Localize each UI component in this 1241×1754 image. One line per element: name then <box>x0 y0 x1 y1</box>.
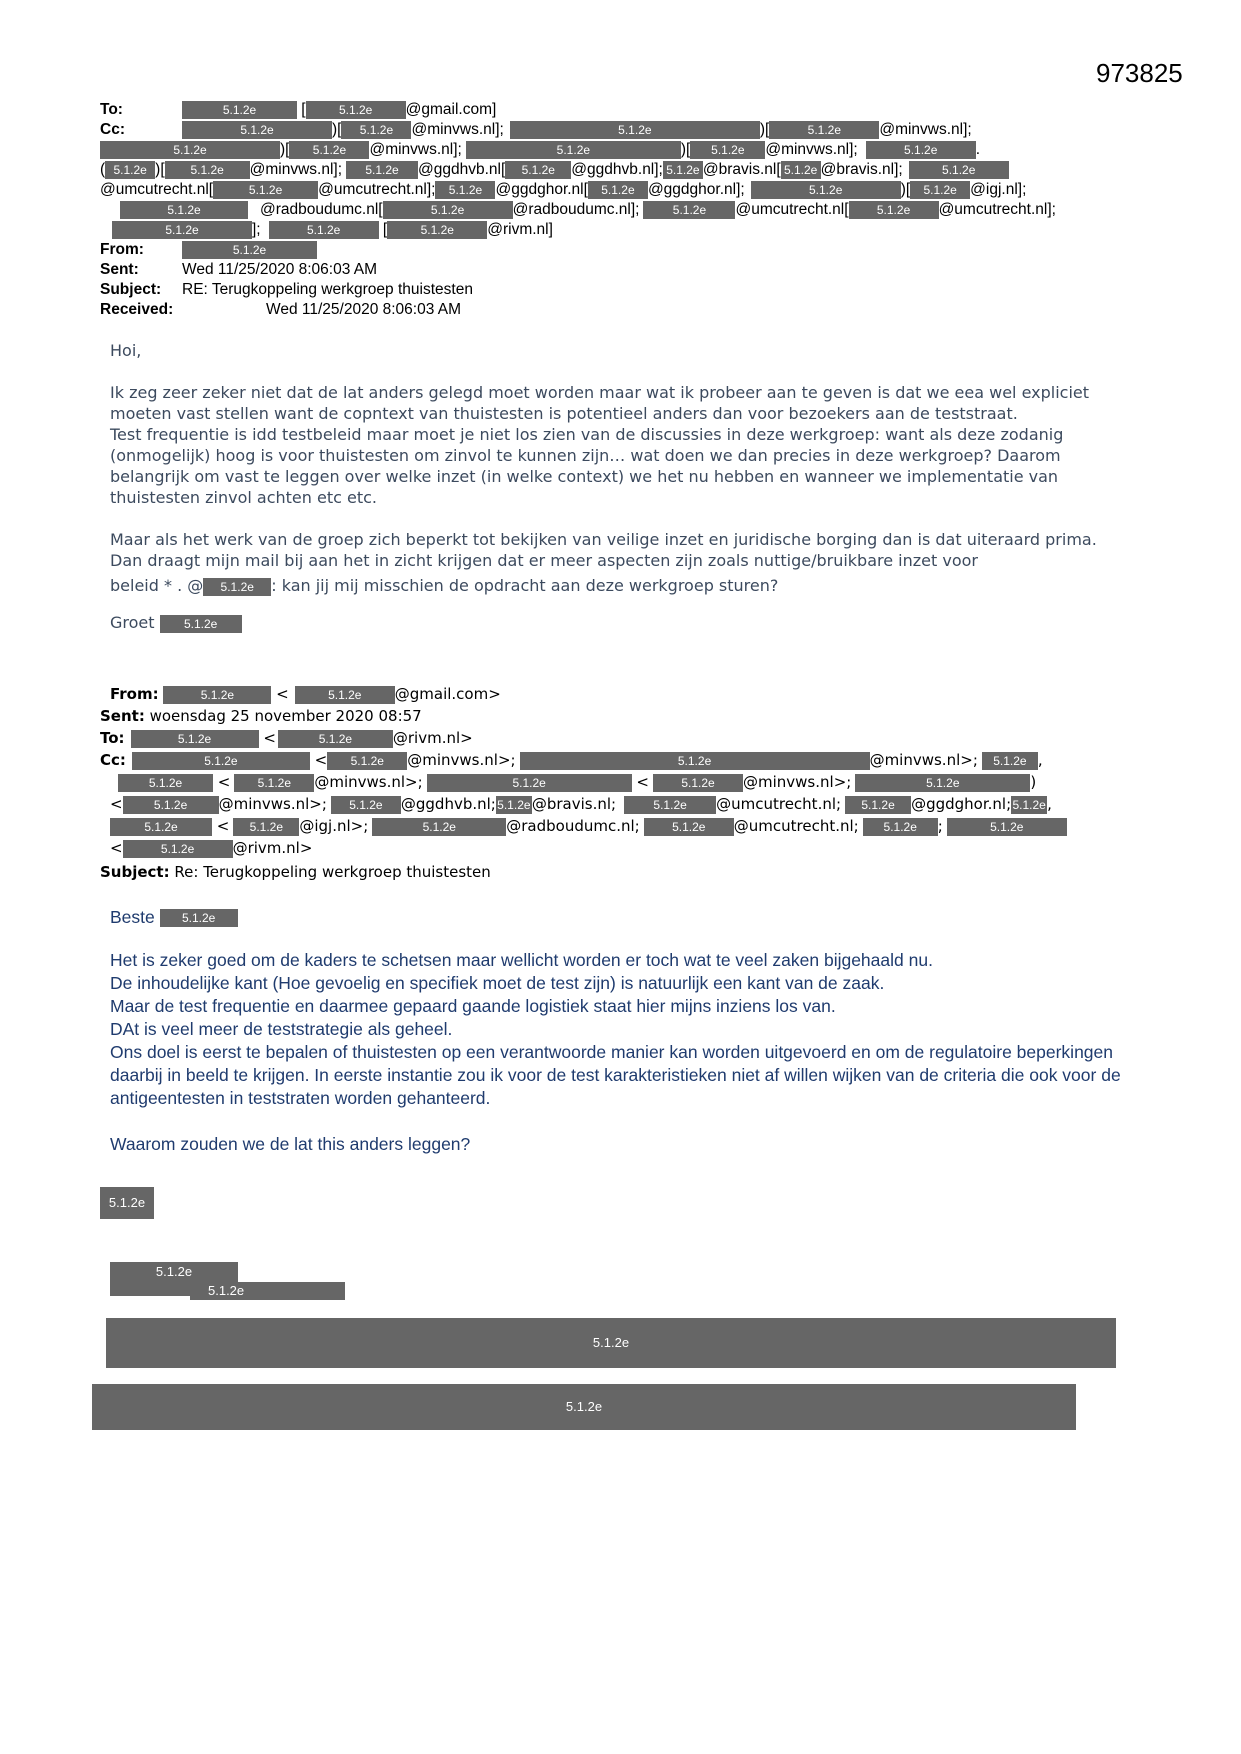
header1-cc-line-4: @umcutrecht.nl[ 5.1.2e @umcutrecht.nl]; 5.1.2e @ggdghor.nl[ 5.1.2e @ggdghor.nl]; 5.1.2e )[ 5.1.2e @igj.nl]; <box>100 181 1027 198</box>
redaction-box: 5.1.2e <box>435 181 495 199</box>
redaction-box: 5.1.2e <box>295 686 395 704</box>
redaction-box: 5.1.2e <box>234 774 314 792</box>
message2-greeting: Beste 5.1.2e <box>110 906 1130 929</box>
redaction-box: 5.1.2e <box>331 796 401 814</box>
signature-redaction-1: 5.1.2e <box>100 1187 154 1219</box>
redaction-box: 5.1.2e <box>663 161 703 179</box>
header1-cc-line-6: 5.1.2e ]; 5.1.2e [ 5.1.2e @rivm.nl] <box>100 220 553 240</box>
header2-cc-line-5: < 5.1.2e @rivm.nl> <box>110 839 313 857</box>
redaction-box: 5.1.2e <box>346 161 418 179</box>
redaction-box: 5.1.2e <box>387 221 487 239</box>
header2-cc-row: Cc: 5.1.2e < 5.1.2e @minvws.nl>; 5.1.2e @minvws.nl>; 5.1.2e , <box>100 751 1043 769</box>
header1-cc-row: Cc: 5.1.2e )[ 5.1.2e @minvws.nl]; 5.1.2e )[ 5.1.2e @minvws.nl]; <box>100 121 972 138</box>
header1-subject-row: Subject: RE: Terugkoppeling werkgroep thuistesten <box>100 281 473 298</box>
document-id: 973825 <box>1096 58 1183 88</box>
message2-line-3: Maar de test frequentie en daarmee gepaard gaande logistiek staat hier mijns inziens los van. <box>110 996 836 1016</box>
redaction-box: 5.1.2e <box>289 141 369 159</box>
redaction-box: 5.1.2e <box>123 796 219 814</box>
header1-from-row: From: 5.1.2e <box>100 240 317 260</box>
redaction-box: 5.1.2e <box>644 818 734 836</box>
signature-redaction-2: 5.1.2e <box>110 1262 238 1296</box>
redaction-box: 5.1.2e <box>112 221 252 239</box>
redaction-box: 5.1.2e <box>781 161 821 179</box>
redaction-box: 5.1.2e <box>118 774 213 792</box>
redaction-box: 5.1.2e <box>845 796 911 814</box>
redaction-box: 5.1.2e <box>510 121 760 139</box>
message2-line-2: De inhoudelijke kant (Hoe gevoelig en specifiek moet de test zijn) is natuurlijk een kant van de zaak. <box>110 973 885 993</box>
redaction-box: 5.1.2e <box>233 818 299 836</box>
header1-cc-line-5: 5.1.2e @radboudumc.nl[ 5.1.2e @radboudumc.nl]; 5.1.2e @umcutrecht.nl[ 5.1.2e @umcutrecht.nl]; <box>100 200 1056 220</box>
redaction-box: 5.1.2e <box>855 774 1030 792</box>
header1-sent-row: Sent: Wed 11/25/2020 8:06:03 AM <box>100 261 378 278</box>
message1-closing: Groet 5.1.2e <box>110 612 1130 633</box>
redaction-box: 5.1.2e <box>123 840 233 858</box>
redaction-box: 5.1.2e <box>909 161 1009 179</box>
header2-sent-row: Sent: woensdag 25 november 2020 08:57 <box>100 707 422 725</box>
message2-body <box>110 906 1130 1156</box>
redaction-box: 5.1.2e <box>278 730 393 748</box>
header1-cc-line-3: ( 5.1.2e )[ 5.1.2e @minvws.nl]; 5.1.2e @ggdhvb.nl[ 5.1.2e @ggdhvb.nl]; 5.1.2e @bravis.nl[ 5.1.2e @bravis.nl]; 5.1.2e <box>100 160 1009 180</box>
redaction-box: 5.1.2e <box>427 774 632 792</box>
redaction-box: 5.1.2e <box>643 201 735 219</box>
redaction-box: 5.1.2e <box>690 141 765 159</box>
header2-subject-row: Subject: Re: Terugkoppeling werkgroep thuistesten <box>100 863 491 881</box>
message2-question: Waarom zouden we de lat this anders leggen? <box>110 1134 471 1154</box>
signature-redaction-3: 5.1.2e <box>190 1282 345 1300</box>
header1-cc-line-2: 5.1.2e )[ 5.1.2e @minvws.nl]; 5.1.2e )[ 5.1.2e @minvws.nl]; 5.1.2e . <box>100 140 980 160</box>
redaction-box: 5.1.2e <box>105 161 155 179</box>
redaction-box: 5.1.2e <box>769 121 879 139</box>
redaction-box: 5.1.2e <box>866 141 976 159</box>
redaction-box: 5.1.2e <box>203 578 271 596</box>
redaction-box: 5.1.2e <box>341 121 411 139</box>
redaction-box: 5.1.2e <box>100 141 280 159</box>
redaction-box: 5.1.2e <box>497 797 531 812</box>
redaction-box: 5.1.2e <box>372 818 506 836</box>
redaction-box: 5.1.2e <box>751 181 901 199</box>
message1-paragraph-3-end: beleid * . @ 5.1.2e : kan jij mij misschien de opdracht aan deze werkgroep sturen? <box>110 576 779 595</box>
redaction-box: 5.1.2e <box>110 818 212 836</box>
redaction-box: 5.1.2e <box>132 752 310 770</box>
redaction-box: 5.1.2e <box>910 181 970 199</box>
redaction-box: 5.1.2e <box>165 161 250 179</box>
redaction-box: 5.1.2e <box>466 141 681 159</box>
redaction-box: 5.1.2e <box>213 181 318 199</box>
redaction-box: 5.1.2e <box>182 101 297 119</box>
redaction-box: 5.1.2e <box>849 201 939 219</box>
message2-line-1: Het is zeker goed om de kaders te schetsen maar wellicht worden er toch wat te veel zaken bijgehaald nu. <box>110 950 933 970</box>
redaction-box: 5.1.2e <box>505 161 571 179</box>
redaction-box: 5.1.2e <box>163 686 271 704</box>
message2-line-5: Ons doel is eerst te bepalen of thuistesten op een verantwoorde manier kan worden uitgevoerd en om de regulatoire beperkingen daarbij in beeld te krijgen. In eerste instantie zou ik voor de test karakteristieken niet af willen wijken van de criteria die ook voor de antigeentesten in teststraten worden gehanteerd. <box>110 1042 1121 1108</box>
footer-redaction-2: 5.1.2e <box>92 1384 1076 1430</box>
redaction-box: 5.1.2e <box>982 752 1038 770</box>
header1-received-row: Received: Wed 11/25/2020 8:06:03 AM <box>100 301 462 318</box>
redaction-box: 5.1.2e <box>947 818 1067 836</box>
header2-cc-line-2: 5.1.2e < 5.1.2e @minvws.nl>; 5.1.2e < 5.1.2e @minvws.nl>; 5.1.2e ) <box>118 772 1036 792</box>
redaction-box: 5.1.2e <box>863 818 938 836</box>
redaction-box: 5.1.2e <box>588 181 648 199</box>
redaction-box: 5.1.2e <box>160 909 238 927</box>
redaction-box: 5.1.2e <box>182 121 332 139</box>
header1-to-row: To: 5.1.2e [ 5.1.2e @gmail.com] <box>100 101 497 118</box>
message1-greeting: Hoi, <box>110 341 142 360</box>
message2-line-4: DAt is veel meer de teststrategie als geheel. <box>110 1019 453 1039</box>
redaction-box: 5.1.2e <box>120 201 248 219</box>
redaction-box: 5.1.2e <box>131 730 259 748</box>
message1-paragraph-1: Ik zeg zeer zeker niet dat de lat anders gelegd moet worden maar wat ik probeer aan te geven is dat we eea wel expliciet moeten vast stellen want de copntext van thuistesten is potentieel anders dan voor bezoekers aan de teststraat. <box>110 383 1090 423</box>
redaction-box: 5.1.2e <box>1012 797 1046 812</box>
footer-redaction-1: 5.1.2e <box>106 1318 1116 1368</box>
header2-cc-line-3: < 5.1.2e @minvws.nl>; 5.1.2e @ggdhvb.nl;5.1.2e@bravis.nl; 5.1.2e @umcutrecht.nl; 5.1.2e @ggdghor.nl;5.1.2e, <box>110 795 1052 813</box>
header2-cc-line-4: 5.1.2e < 5.1.2e @igj.nl>; 5.1.2e @radboudumc.nl; 5.1.2e @umcutrecht.nl; 5.1.2e ; 5.1.2e <box>110 816 1067 836</box>
redaction-box: 5.1.2e <box>624 796 716 814</box>
message1-paragraph-2: Test frequentie is idd testbeleid maar moet je niet los zien van de discussies in deze werkgroep: want als deze zodanig (onmogelijk) hoog is voor thuistesten om zinvol te kunnen zijn… wat doen we dan precies in deze werkgroep? Daarom belangrijk om vast te leggen over welke inzet (in welke context) we het nu hebben en wanneer we implementatie van thuistesten zinvol achten etc etc. <box>110 425 1064 507</box>
redaction-box: 5.1.2e <box>653 774 743 792</box>
header2-from-row: From: 5.1.2e < 5.1.2e @gmail.com> <box>110 685 501 703</box>
redaction-box: 5.1.2e <box>327 752 407 770</box>
message1-body <box>110 340 1130 633</box>
redaction-box: 5.1.2e <box>182 241 317 259</box>
redaction-box: 5.1.2e <box>160 615 242 633</box>
redaction-box: 5.1.2e <box>306 101 406 119</box>
message1-paragraph-3: Maar als het werk van de groep zich beperkt tot bekijken van veilige inzet en juridische borging dan is dat uiteraard prima. Dan draagt mijn mail bij aan het in zicht krijgen dat er meer aspecten zijn zoals nuttige/bruikbare inzet voor <box>110 530 1097 570</box>
redaction-box: 5.1.2e <box>520 752 870 770</box>
redaction-box: 5.1.2e <box>383 201 513 219</box>
redaction-box: 5.1.2e <box>269 221 379 239</box>
header2-to-row: To: 5.1.2e < 5.1.2e @rivm.nl> <box>100 729 473 747</box>
